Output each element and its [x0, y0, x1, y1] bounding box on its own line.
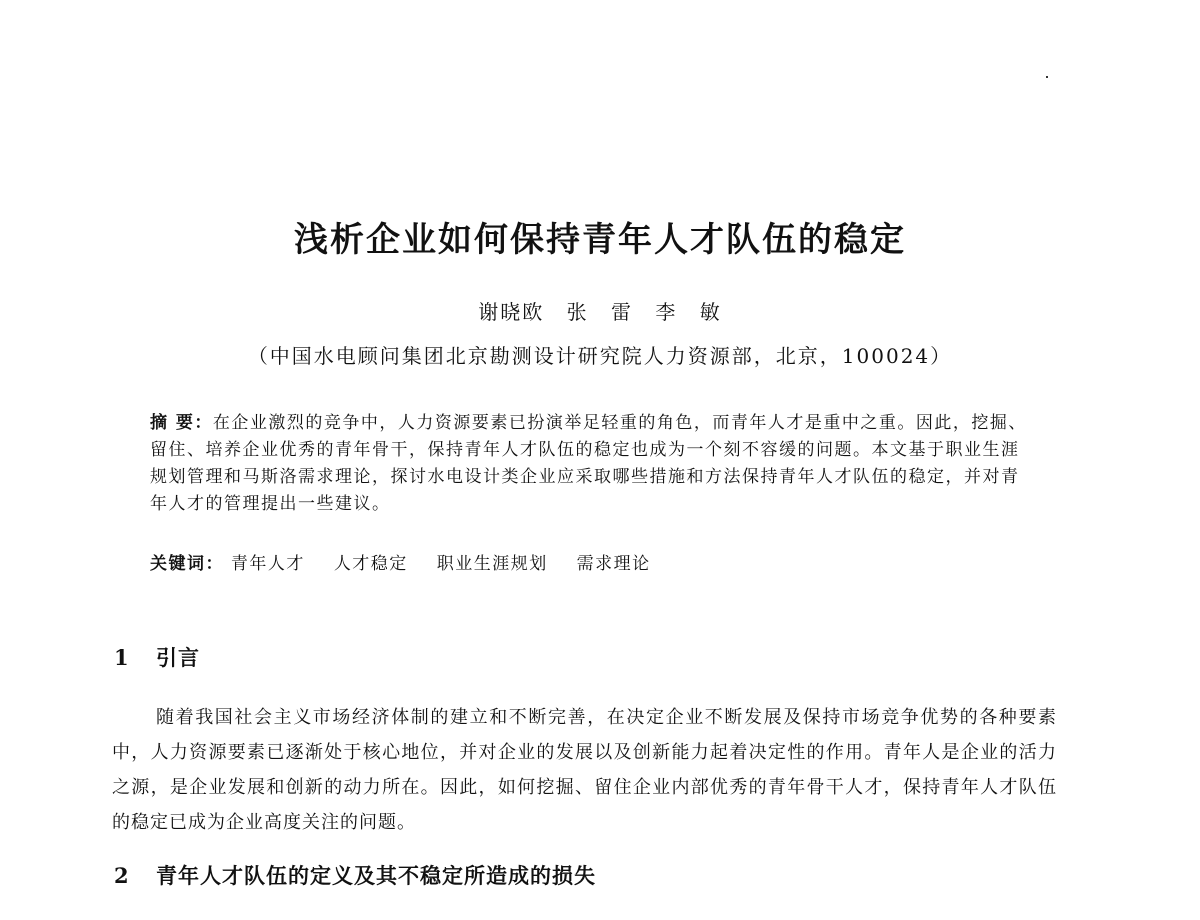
section-number: 1	[114, 645, 130, 670]
abstract-text: 在企业激烈的竞争中，人力资源要素已扮演举足轻重的角色，而青年人才是重中之重。因此，挖掘、留住、培养企业优秀的青年骨干，保持青年人才队伍的稳定也成为一个刻不容缓的问题。本文基于职业生涯规划管理和马斯洛需求理论，探讨水电设计类企业应采取哪些措施和方法保持青年人才队伍的稳定，并对青年人才的管理提出一些建议。	[150, 413, 1027, 514]
scan-artifact	[1046, 76, 1048, 78]
keyword-item: 职业生涯规划	[436, 554, 548, 574]
author-affiliation: （中国水电顾问集团北京勘测设计研究院人力资源部，北京，100024）	[247, 344, 953, 368]
section-title: 引言	[156, 645, 200, 670]
keyword-item: 青年人才	[230, 554, 305, 574]
paper-title: 浅析企业如何保持青年人才队伍的稳定	[294, 220, 906, 260]
section-title: 青年人才队伍的定义及其不稳定所造成的损失	[156, 863, 596, 888]
section-1-paragraph: 随着我国社会主义市场经济体制的建立和不断完善，在决定企业不断发展及保持市场竞争优势的各种要素中，人力资源要素已逐渐处于核心地位，并对企业的发展以及创新能力起着决定性的作用。青年人是企业的活力之源，是企业发展和创新的动力所在。因此，如何挖掘、留住企业内部优秀的青年骨干人才，保持青年人才队伍的稳定已成为企业高度关注的问题。	[112, 707, 1057, 833]
keyword-item: 人才稳定	[333, 554, 408, 574]
keywords-label: 关键词：	[150, 554, 224, 574]
section-number: 2	[114, 863, 130, 888]
keyword-item: 需求理论	[576, 554, 651, 574]
abstract	[150, 410, 1030, 518]
author-list: 谢晓欧 张 雷 李 敏	[478, 300, 722, 324]
section-heading-1	[114, 642, 200, 672]
abstract-label: 摘 要：	[150, 413, 213, 433]
section-heading-2	[114, 860, 596, 890]
keywords	[150, 549, 1030, 574]
